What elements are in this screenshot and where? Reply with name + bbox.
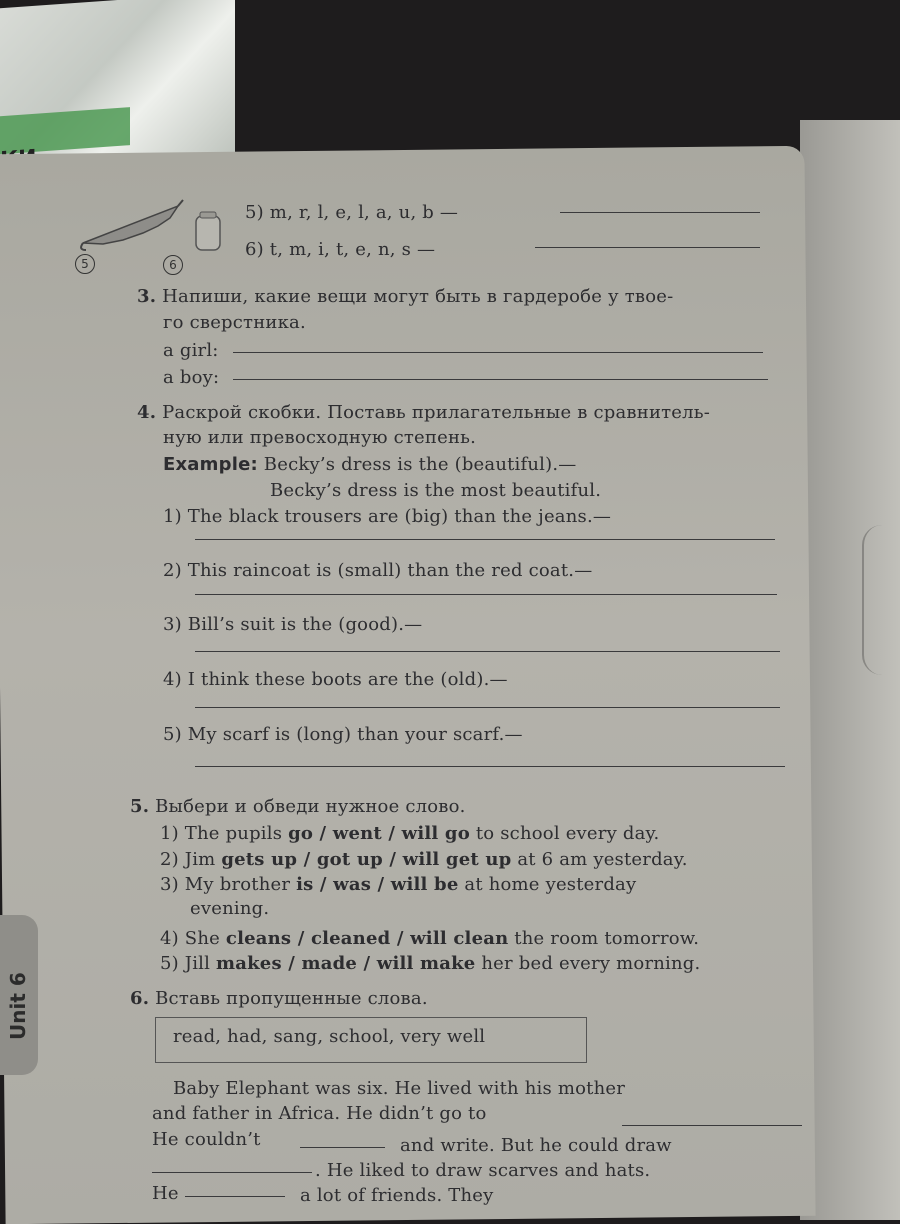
story-line: and father in Africa. He didn’t go to: [152, 1103, 487, 1124]
answer-blank[interactable]: [185, 1196, 285, 1197]
answer-blank[interactable]: [195, 594, 777, 595]
story-line: Baby Elephant was six. He lived with his mother: [173, 1078, 626, 1099]
answer-blank[interactable]: [195, 651, 780, 652]
sentence-start: 5) Jill: [160, 953, 217, 974]
girl-label: a girl:: [163, 340, 219, 361]
umbrella-icon: [78, 198, 188, 253]
sentence-end: her bed every morning.: [475, 953, 701, 974]
answer-blank[interactable]: [152, 1172, 312, 1173]
story-line: He: [152, 1183, 179, 1204]
item-letters: t, m, i, t, e, n, s —: [269, 239, 436, 260]
task5-instruction: [130, 796, 466, 817]
boy-answer-blank[interactable]: [233, 379, 768, 380]
item-number: 5): [245, 202, 264, 223]
instruction-cont: ную или превосходную степень.: [163, 427, 477, 448]
instruction-text: Раскрой скобки. Поставь прилагательные в сравнитель-: [162, 402, 711, 423]
story-line: and write. But he could draw: [400, 1135, 672, 1156]
example-answer: Becky’s dress is the most beautiful.: [270, 480, 602, 501]
choice-sentence: [160, 849, 688, 870]
example-label: Example:: [163, 454, 258, 475]
answer-blank[interactable]: [195, 766, 785, 767]
next-page-figure: [862, 525, 900, 675]
answer-blank[interactable]: [195, 539, 775, 540]
task3-instruction: [137, 286, 673, 307]
task-number: 3.: [137, 286, 157, 307]
exercise-item: 3) Bill’s suit is the (good).—: [163, 614, 423, 635]
instruction-text: Выбери и обведи нужное слово.: [155, 796, 466, 817]
sentence-start: 1) The pupils: [160, 823, 289, 844]
item-number: 6): [245, 239, 264, 260]
instruction-text: Вставь пропущенные слова.: [155, 988, 428, 1009]
word-options[interactable]: cleans / cleaned / will clean: [225, 928, 509, 949]
example-text: Becky’s dress is the (beautiful).—: [263, 454, 577, 475]
sentence-continuation: evening.: [190, 898, 270, 919]
exercise-item: 1) The black trousers are (big) than the jeans.—: [163, 506, 612, 527]
sentence-end: at home yesterday: [458, 874, 637, 895]
exercise-item: 4) I think these boots are the (old).—: [163, 669, 508, 690]
scramble-item: [245, 202, 458, 223]
exercise-item: 5) My scarf is (long) than your scarf.—: [163, 724, 523, 745]
girl-answer-blank[interactable]: [233, 352, 763, 353]
sentence-start: 3) My brother: [160, 874, 297, 895]
sentence-start: 4) She: [160, 928, 226, 949]
task4-instruction: [137, 402, 710, 423]
task-number: 4.: [137, 402, 157, 423]
exercise-item: 2) This raincoat is (small) than the red coat.—: [163, 560, 593, 581]
picture-number: 6: [163, 255, 183, 275]
answer-blank[interactable]: [622, 1125, 802, 1126]
task-number: 5.: [130, 796, 150, 817]
task6-instruction: [130, 988, 428, 1009]
instruction-text: Напиши, какие вещи могут быть в гардеробе у твое-: [162, 286, 674, 307]
unit-tab: [0, 915, 38, 1075]
scramble-item: [245, 239, 435, 260]
choice-sentence: [160, 823, 659, 844]
answer-blank[interactable]: [195, 707, 780, 708]
word-options[interactable]: is / was / will be: [296, 874, 459, 895]
answer-blank[interactable]: [300, 1147, 385, 1148]
word-options[interactable]: makes / made / will make: [216, 953, 476, 974]
answer-blank[interactable]: [535, 247, 760, 248]
word-options[interactable]: go / went / will go: [288, 823, 470, 844]
choice-sentence: [160, 953, 700, 974]
unit-tab-label: Unit 6: [6, 972, 30, 1040]
answer-blank[interactable]: [560, 212, 760, 213]
word-options[interactable]: gets up / got up / will get up: [221, 849, 512, 870]
jar-icon: [190, 210, 230, 255]
instruction-cont: го сверстника.: [163, 312, 306, 333]
word-bank: read, had, sang, school, very well: [173, 1026, 486, 1047]
sentence-end: at 6 am yesterday.: [511, 849, 688, 870]
story-line: a lot of friends. They: [300, 1185, 494, 1206]
sentence-end: to school every day.: [469, 823, 660, 844]
sentence-end: the room tomorrow.: [508, 928, 700, 949]
task-number: 6.: [130, 988, 150, 1009]
picture-number: 5: [75, 254, 95, 274]
boy-label: a boy:: [163, 367, 220, 388]
sentence-start: 2) Jim: [160, 849, 222, 870]
story-line: . He liked to draw scarves and hats.: [315, 1160, 651, 1181]
example: [163, 454, 576, 475]
item-letters: m, r, l, e, l, a, u, b —: [269, 202, 459, 223]
choice-sentence: [160, 928, 699, 949]
choice-sentence: [160, 874, 636, 895]
story-line: He couldn’t: [152, 1129, 261, 1150]
